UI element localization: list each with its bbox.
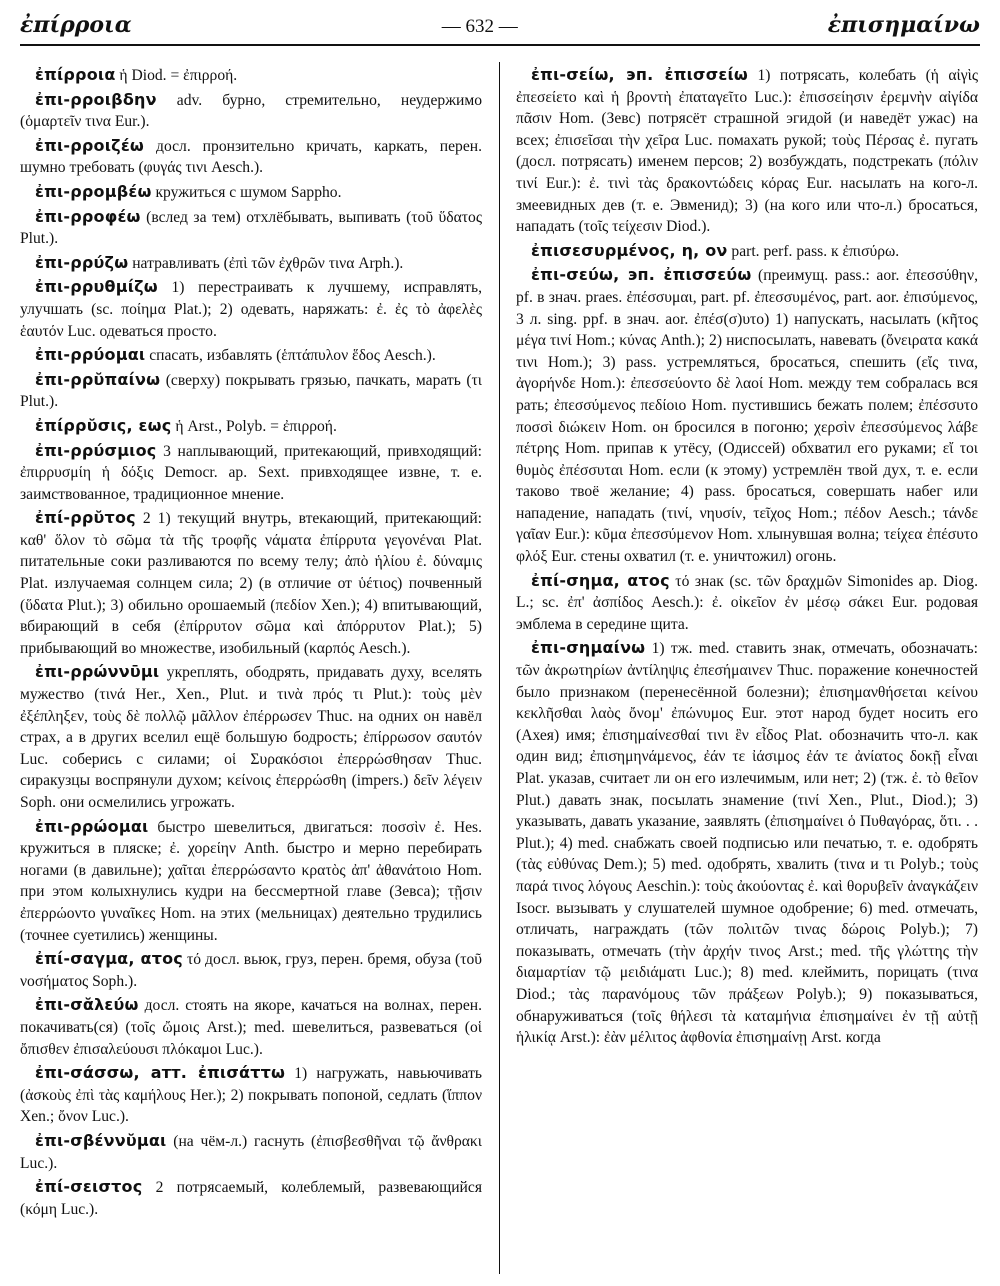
- dictionary-entry: [20, 507, 482, 659]
- entry-headword: ἐπισεσυρμένος, η, ον: [531, 240, 728, 260]
- entry-headword: ἐπι-ρροιζέω: [35, 135, 145, 155]
- entry-headword: ἐπι-σάσσω, атт. ἐπισάττω: [35, 1063, 286, 1083]
- header-right-headword: ἐπισημαίνω: [827, 12, 980, 38]
- entry-headword: ἐπι-ρρώομαι: [35, 816, 149, 836]
- dictionary-entry: [20, 1176, 482, 1220]
- dictionary-entry: [20, 440, 482, 506]
- entry-headword: ἐπί-σαγμα, ατος: [35, 949, 183, 969]
- entry-definition: adv. бурно, стремительно, неудержимо (ὁμαρτεῖν τινα Eur.).: [20, 91, 482, 131]
- entry-definition: (преимущ. pass.: aor. ἐπεσσύθην, pf. в знач. praes. ἐπέσσυμαι, part. pf. ἐπεσσυμένος, part. aor. ἐπισύμενος, 3 л. sing. ppf. в знач. aor. ἐπέσ(σ)υτο) 1) напускать, насылать (κῆτος μέγα τινί Hom.; κύνας Anth.); 2) ниспосылать, навевать (ὄνειρατα κακά τινι Hom.); 3) pass. устремляться, бросаться, спешить (εἴς τινα, ἀγορήνδε Hom.): ἐπεσσεύοντο δὲ λαοί Hom. между тем собралась вся рать; ἐπεσσύμενος πεδίοιο Hom. пустившись бежать полем; ἐπέσσυτο ποσσὶ διώκειν Hom. он бросился в погоню; χερσὶν ἐπεσσύμενος λάβε πέτρης Hom. припав к утёсу, (Одиссей) обхватил его руками; εἴ τοι θυμὸς ἐπέσσυται Hom. если (к этому) устремлён твой дух, т. е. если таково твоё желание; 4) pass. бросаться, совершать набег или нападение, нападать (τινί, νηυσίν, τεῖχος Hom.; πέδον Aesch.; τάνδε γαῖαν Eur.): κῦμα ἐπεσσύμενον Hom. хлынувшая волна; τείχεα ἐπέσυτο φλόξ Eur. стены охватил (т. е. уничтожил) огонь.: [516, 267, 978, 566]
- dictionary-entry: [20, 816, 482, 947]
- entry-definition: натравливать (ἐπὶ τῶν ἐχθρῶν τινα Arph.).: [128, 254, 404, 272]
- entry-definition: (на чём-л.) гаснуть (ἐπισβεσθῆναι τῷ ἄνθρακι Luc.).: [20, 1132, 482, 1172]
- entry-definition: досл. стоять на якоре, качаться на волнах, перен. покачивать(ся) (τοῖς ὤμοις Arst.); med. шевелиться, развеваться (οἱ ὄπισθεν ἐπισαλεύουσι πλόκαμοι Luc.).: [20, 997, 482, 1058]
- entry-headword: ἐπί-σημα, ατος: [531, 570, 670, 590]
- header-rule: [20, 44, 980, 46]
- dictionary-entry: [20, 181, 482, 204]
- entry-headword: ἐπι-ρρύσμιος: [35, 440, 157, 460]
- dictionary-entry: [516, 64, 978, 238]
- page-header: [20, 8, 980, 38]
- dictionary-entry: [20, 135, 482, 179]
- dictionary-entry: [20, 994, 482, 1060]
- entry-definition: (вслед за тем) отхлёбывать, выпивать (τοῦ ὕδατος Plut.).: [20, 208, 482, 248]
- entry-headword: ἐπι-ρρομβέω: [35, 181, 152, 201]
- entry-definition: 2 потрясаемый, колеблемый, развевающийся (κόμη Luc.).: [20, 1179, 482, 1218]
- entry-definition: укреплять, ободрять, придавать духу, вселять мужество (τινά Her., Xen., Plut. и τινὰ πρός τι Plut.): τοὺς μὲν ἐξέπληξεν, τοὺς δὲ πολλῷ μᾶλλον ἐπέρρωσεν Thuc. на одних он навёл страх, а в других вселил ещё большую бодрость; ἐπίρρωσον σαυτόν Luc. соберись с силами; οἱ Συρακόσιοι ἐπερρώσθησαν Thuc. сиракузцы воспрянули духом; κείνοις ἐπερρώσθη (impers.) δεῖν λέγειν Soph. они осмелились угрожать.: [20, 664, 482, 811]
- entry-definition: 1) потрясать, колебать (ἡ αἰγὶς ἐπεσείετο καὶ ἡ βροντὴ ἐπαταγεῖτο Luc.): ἐπισσείησιν ἐρεμνὴν αἰγίδα πᾶσιν Hom. (Зевс) потрясёт страшной эгидой (и наведёт ужас) на всех; ἐπισεῖσαι τὴν χεῖρα Luc. помахать рукой; τοὺς Πέρσας ἐ. пугать (досл. потрясать) именем персов; 2) возбуждать, подстрекать (πόλιν τινί Eur.): ἐ. τινὶ τὰς δρακοντώδεις κόρας Eur. насылать на кого-л. змеевидных дев (т. е. Эвменид); 3) (на кого или что-л.) бросаться, нападать (τοῖς τείχεσιν Diod.).: [516, 67, 978, 236]
- entry-headword: ἐπι-σημαίνω: [531, 638, 646, 658]
- dictionary-entry: [20, 252, 482, 275]
- column-divider: [499, 62, 500, 1274]
- dictionary-entry: [516, 264, 978, 567]
- entry-headword: ἐπι-ρρῠπαίνω: [35, 369, 161, 389]
- entry-definition: 2 1) текущий внутрь, втекающий, притекающий: καθ' ὅλον τὸ σῶμα τὰ τῆς τροφῆς νάματα ἐπίρρυτα γεγονέναι Plat. питательные соки разливаются по всему телу; ἀπὸ ἡλίου ἐ. δύναμις Plat. излучаемая солнцем сила; 2) (в отличие от ὑέτιος) почвенный (ὕδατα Plut.); 3) обильно орошаемый (πεδίον Xen.); 4) впитывающий, вбирающий в себя (ἐπίρρυτον σῶμα καὶ ἀπόρρυτον Plat.); 5) прибывающий во множестве, изобильный (καρπός Aesch.).: [20, 510, 482, 657]
- dictionary-entry: [20, 1062, 482, 1128]
- entry-headword: ἐπί-ρρῠτος: [35, 508, 136, 528]
- entry-definition: 1) перестраивать к лучшему, исправлять, улучшать (sc. ποίημα Plat.); 2) одевать, наряжать: ἐ. ἐς τὸ ἀφελὲς ἑαυτόν Luc. одеваться просто.: [20, 279, 482, 340]
- dictionary-entry: [20, 369, 482, 413]
- entry-headword: ἐπίρρῠσις, εως: [35, 415, 172, 435]
- entry-definition: спасать, избавлять (ἑπτάπυλον ἕδος Aesch.).: [145, 347, 436, 365]
- entry-headword: ἐπι-ρρυθμίζω: [35, 277, 158, 297]
- entry-definition: досл. пронзительно кричать, каркать, перен. шумно требовать (φυγάς τινι Aesch.).: [20, 137, 482, 177]
- dictionary-entry: [20, 206, 482, 250]
- dictionary-entry: [20, 948, 482, 992]
- entry-definition: (сверху) покрывать грязью, пачкать, марать (τι Plut.).: [20, 371, 482, 411]
- entry-headword: ἐπι-σείω, эп. ἐπισσείω: [531, 65, 749, 84]
- entry-definition: кружиться с шумом Sappho.: [151, 183, 342, 201]
- dictionary-entry: [516, 637, 978, 1048]
- dictionary-entry: [20, 89, 482, 133]
- dictionary-entry: [20, 344, 482, 367]
- dictionary-entry: [20, 661, 482, 813]
- entry-definition: τό досл. вьюк, груз, перен. бремя, обуза (τοῦ νοσήματος Soph.).: [20, 951, 482, 990]
- entry-definition: 1) тж. med. ставить знак, отмечать, обозначать: τῶν ἀκρωτηρίων ἀντίληψις ἐπεσήμαινεν Thuc. поражение конечностей было признаком (перенесённой болезни); ἐπισημανθήσεται κείνου κεκλῆσθαι λαὸς ὄνομ' ἐπώνυμος Eur. этот народ будет носить его (Ахея) имя; ἐπισημαίνεσθαί τινι ἓν εἶδος Plat. обозначить что-л. как один вид; ἐπισημηνάμενος, ἐάν τε ἰάσιμος ἐάν τε ἀνίατος δοκῇ εἶναι Plat. указав, считает ли он его излечимым, или нет; 2) (тж. ἐ. τὸ θεῖον Plut.) давать знак, посылать знамение (τινί Xen., Plut., Diod.); 3) указывать, давать указание, заявлять (ἐπισημαίνει ὁ Πυθαγόρας, ὅτι. . . Plut.); 4) med. снабжать своей подписью или печатью, т. е. одобрять (τὰς εὐθύνας Dem.); 5) med. одобрять, хвалить (τινα и τι Polyb.; τοὺς παρά τινος λόγους Aeschin.): τοὺς ἀκούοντας ἐ. καὶ θορυβεῖν ἀναγκάζειν Isocr. вызывать у слушателей шумное одобрение; 6) med. отмечать, отличать, награждать (τῶν πολιτῶν τινας δώροις Polyb.); 7) показывать, отмечать (τὴν ἀρχήν τινος Arst.; med. τῆς γλώττης τὴν διαμαρτίαν τῷ μειδιάματι Luc.); 8) med. клеймить, порицать (τινα Diod.; τὰς παρανόμους τῶν πράξεων Polyb.); 9) показываться, обнаруживаться (τοῖς θήλεσι τὰ καταμήνια ἐπισημαίνει ἐν τῇ αὐτῇ ἡλικίᾳ Arst.): ἐὰν μέλιτος ἀφθονία ἐπισημαίνῃ Arst. когда: [516, 640, 978, 1047]
- entry-headword: ἐπίρροια: [35, 65, 116, 84]
- entry-definition: ἡ Diod. = ἐπιρροή.: [115, 67, 238, 84]
- right-column: [516, 64, 978, 1276]
- entry-definition: 1) нагружать, навьючивать (ἀσκοὺς ἐπὶ τὰς καμήλους Her.); 2) покрывать попоной, седлать (ἵππον Xen.; ὄνον Luc.).: [20, 1065, 482, 1126]
- entry-headword: ἐπι-ρρώννῡμι: [35, 662, 160, 682]
- entry-headword: ἐπι-ρρύομαι: [35, 345, 146, 365]
- dictionary-entry: [516, 240, 978, 263]
- entry-definition: τό знак (sc. τῶν δραχμῶν Simonides ap. Diog. L.; sc. ἐπ' ἀσπίδος Aesch.): ἐ. οἰκεῖον ἐν μέσῳ σάκει Eur. родовая эмблема в середине щита.: [516, 572, 978, 633]
- page-number: — 632 —: [441, 16, 518, 37]
- entry-headword: ἐπι-ρροιβδην: [35, 89, 157, 109]
- dictionary-entry: [20, 1130, 482, 1174]
- entry-definition: 3 наплывающий, притекающий, привходящий: ἐπιρρυσμίη ἡ δόξις Democr. ap. Sext. привходящее извне, т. е. заимствованное, традиционное мнение.: [20, 442, 482, 503]
- dictionary-entry: [20, 415, 482, 438]
- entry-definition: быстро шевелиться, двигаться: ποσσὶν ἐ. Hes. кружиться в пляске; ἐ. χορείην Anth. быстро и мерно перебирать ногами (в давильне); χαῖται ἐπερρώσαντο κρατὸς ἀπ' ἀθανάτοιο Hom. при этом колыхнулись кудри на бессмертной главе (Зевса); τῇσιν ἐπερρώοντο γυναῖκες Hom. на этих (мельницах) деятельно трудились (точнее суетились) женщины.: [20, 818, 482, 944]
- entry-headword: ἐπί-σειστος: [35, 1177, 143, 1197]
- dictionary-entry: [516, 570, 978, 636]
- entry-headword: ἐπι-ρροφέω: [35, 206, 141, 226]
- entry-headword: ἐπι-σεύω, эп. ἐπισσεύω: [531, 265, 752, 285]
- dictionary-entry: [20, 64, 482, 87]
- left-column: [20, 64, 482, 1276]
- dictionary-entry: [20, 276, 482, 342]
- entry-headword: ἐπι-σβέννῠμαι: [35, 1130, 167, 1150]
- entry-definition: part. perf. pass. к ἐπισύρω.: [727, 242, 900, 260]
- entry-headword: ἐπι-ρρύζω: [35, 252, 129, 272]
- entry-definition: ἡ Arst., Polyb. = ἐπιρροή.: [171, 417, 337, 435]
- entry-headword: ἐπι-σᾰλεύω: [35, 995, 139, 1015]
- header-left-headword: ἐπίρροια: [20, 12, 132, 38]
